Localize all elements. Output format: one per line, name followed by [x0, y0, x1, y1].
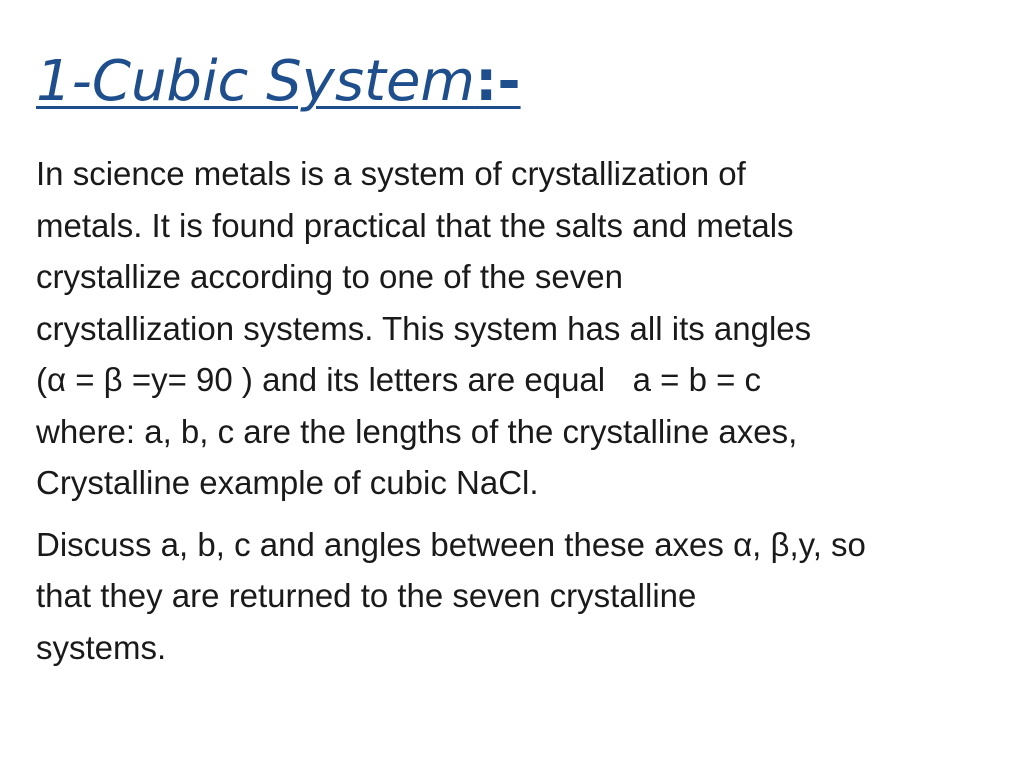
slide-body [36, 148, 996, 673]
paragraph-line: (α = β =y= 90 ) and its letters are equal a = b = c [36, 361, 762, 398]
slide-title [36, 50, 521, 114]
paragraph-line: In science metals is a system of crystallization of [36, 155, 746, 192]
paragraph-line: Discuss a, b, c and angles between these axes α, β,y, so [36, 525, 866, 563]
paragraph-line: where: a, b, c are the lengths of the crystalline axes, [36, 412, 798, 450]
title-suffix: :- [474, 49, 521, 114]
paragraph-line: systems. [36, 628, 167, 666]
paragraph-line: metals. It is found practical that the salts and metals [36, 206, 794, 244]
paragraph-line: crystallization systems. This system has all its angles [36, 309, 812, 347]
title-main: 1-Cubic System [36, 49, 475, 114]
paragraph-line: crystallize according to one of the seven [36, 258, 623, 295]
paragraph-line: that they are returned to the seven crystalline [36, 577, 697, 614]
paragraph-line: Crystalline example of cubic NaCl. [36, 464, 539, 501]
paragraph-discussion [36, 519, 996, 674]
paragraph-definition [36, 148, 996, 509]
